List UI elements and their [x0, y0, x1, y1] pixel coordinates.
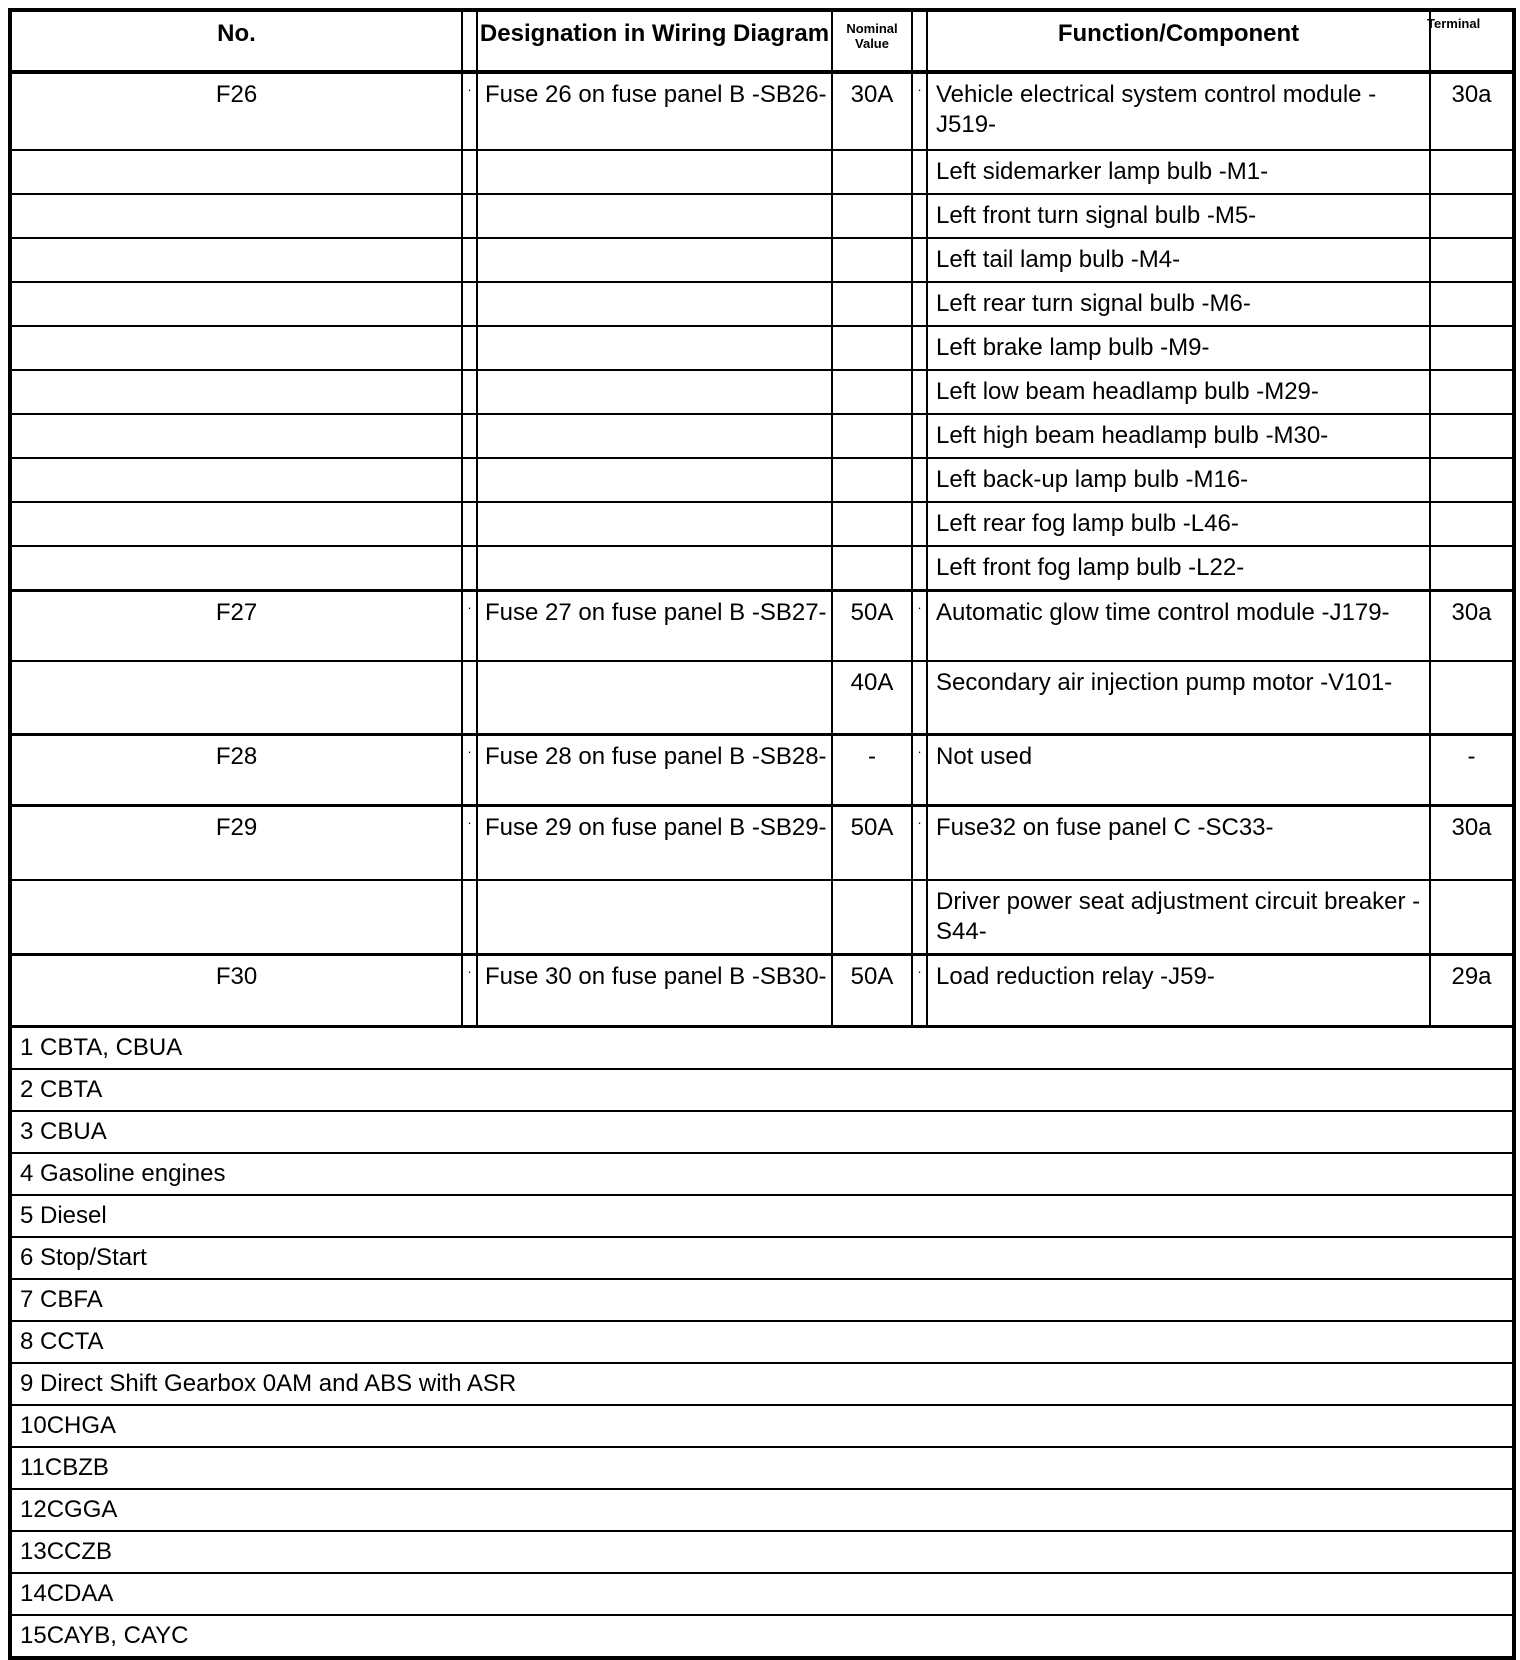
footnote-text: 1 CBTA, CBUA [10, 1026, 1514, 1069]
function-cell: Left back-up lamp bulb -M16- [927, 458, 1430, 502]
footnote-text: 6 Stop/Start [10, 1237, 1514, 1279]
fuse-row-f28 [10, 735, 1514, 806]
header-spacer-b [912, 10, 927, 72]
function-cell: Left tail lamp bulb -M4- [927, 238, 1430, 282]
designation-cell [477, 282, 832, 326]
spacer-cell [462, 546, 477, 591]
footnote-row [10, 1321, 1514, 1363]
fuse-row-f29-s44 [10, 880, 1514, 955]
spacer-cell [462, 880, 477, 955]
header-no: No. [10, 10, 462, 72]
footnote-text: 12CGGA [10, 1489, 1514, 1531]
footnote-row [10, 1405, 1514, 1447]
spacer-cell [912, 880, 927, 955]
spacer-cell [462, 458, 477, 502]
fuse-row-f27-40a [10, 661, 1514, 735]
terminal-cell [1430, 414, 1514, 458]
footnote-row [10, 1195, 1514, 1237]
spacer-cell [912, 238, 927, 282]
no-cell: F26 [10, 72, 462, 150]
no-cell [10, 414, 462, 458]
terminal-cell: 30a [1430, 806, 1514, 880]
value-cell [832, 150, 912, 194]
no-cell: F27 [10, 591, 462, 661]
value-cell: 50A [832, 806, 912, 880]
lamp-row-l22 [10, 546, 1514, 591]
terminal-cell [1430, 282, 1514, 326]
value-cell [832, 194, 912, 238]
spacer-cell [912, 661, 927, 735]
footnote-text: 7 CBFA [10, 1279, 1514, 1321]
function-cell: Left front turn signal bulb -M5- [927, 194, 1430, 238]
designation-cell: Fuse 29 on fuse panel B -SB29- [477, 806, 832, 880]
no-cell [10, 458, 462, 502]
value-cell: 40A [832, 661, 912, 735]
value-cell [832, 502, 912, 546]
spacer-cell [462, 194, 477, 238]
value-cell: - [832, 735, 912, 806]
footnote-marker: · [462, 735, 477, 806]
function-cell: Left high beam headlamp bulb -M30- [927, 414, 1430, 458]
terminal-cell: 29a [1430, 954, 1514, 1026]
footnote-text: 3 CBUA [10, 1111, 1514, 1153]
spacer-cell [462, 238, 477, 282]
footnote-text: 4 Gasoline engines [10, 1153, 1514, 1195]
spacer-cell [912, 458, 927, 502]
no-cell: F28 [10, 735, 462, 806]
value-cell [832, 414, 912, 458]
no-cell [10, 880, 462, 955]
spacer-cell [912, 414, 927, 458]
designation-cell: Fuse 26 on fuse panel B -SB26- [477, 72, 832, 150]
header-row [10, 10, 1514, 72]
footnote-row [10, 1111, 1514, 1153]
designation-cell: Fuse 27 on fuse panel B -SB27- [477, 591, 832, 661]
footnote-text: 2 CBTA [10, 1069, 1514, 1111]
no-cell: F29 [10, 806, 462, 880]
footnote-text: 8 CCTA [10, 1321, 1514, 1363]
spacer-cell [912, 150, 927, 194]
header-terminal [1427, 10, 1514, 72]
lamp-row-m29 [10, 370, 1514, 414]
footnote-text: 13CCZB [10, 1531, 1514, 1573]
header-nominal-value: Nominal Value [832, 10, 912, 72]
terminal-cell [1430, 546, 1514, 591]
no-cell [10, 661, 462, 735]
designation-cell: Fuse 30 on fuse panel B -SB30- [477, 954, 832, 1026]
footnote-row [10, 1279, 1514, 1321]
spacer-cell [462, 370, 477, 414]
no-cell [10, 326, 462, 370]
value-cell: 30A [832, 72, 912, 150]
terminal-cell [1430, 326, 1514, 370]
function-cell: Left brake lamp bulb -M9- [927, 326, 1430, 370]
spacer-cell [462, 414, 477, 458]
value-cell [832, 326, 912, 370]
footnote-marker: · [912, 591, 927, 661]
spacer-cell [912, 370, 927, 414]
footnote-row [10, 1489, 1514, 1531]
fuse-row-f27 [10, 591, 1514, 661]
spacer-cell [462, 326, 477, 370]
designation-cell [477, 502, 832, 546]
footnote-text: 9 Direct Shift Gearbox 0AM and ABS with ASR [10, 1363, 1514, 1405]
footnote-row [10, 1363, 1514, 1405]
lamp-row-m30 [10, 414, 1514, 458]
footnote-marker: · [912, 735, 927, 806]
terminal-cell [1430, 194, 1514, 238]
value-cell [832, 546, 912, 591]
footnote-row [10, 1447, 1514, 1489]
header-designation: Designation in Wiring Diagram [477, 10, 832, 72]
footnote-row [10, 1026, 1514, 1069]
designation-cell [477, 661, 832, 735]
footnote-marker: · [912, 954, 927, 1026]
function-cell: Not used [927, 735, 1430, 806]
no-cell [10, 238, 462, 282]
footnote-row [10, 1153, 1514, 1195]
spacer-cell [462, 661, 477, 735]
terminal-cell [1430, 880, 1514, 955]
lamp-row-l46 [10, 502, 1514, 546]
function-cell: Vehicle electrical system control module -J519- [927, 72, 1430, 150]
spacer-cell [462, 282, 477, 326]
footnote-text: 11CBZB [10, 1447, 1514, 1489]
designation-cell [477, 194, 832, 238]
no-cell [10, 282, 462, 326]
footnote-marker: · [462, 591, 477, 661]
function-cell: Left rear turn signal bulb -M6- [927, 282, 1430, 326]
terminal-cell: 30a [1430, 591, 1514, 661]
designation-cell [477, 546, 832, 591]
designation-cell [477, 238, 832, 282]
function-cell: Left sidemarker lamp bulb -M1- [927, 150, 1430, 194]
spacer-cell [912, 194, 927, 238]
value-cell [832, 880, 912, 955]
value-cell [832, 458, 912, 502]
fuse-row-f30 [10, 954, 1514, 1026]
spacer-cell [912, 282, 927, 326]
value-cell [832, 282, 912, 326]
no-cell [10, 370, 462, 414]
terminal-cell [1430, 370, 1514, 414]
terminal-cell [1430, 238, 1514, 282]
function-cell: Secondary air injection pump motor -V101- [927, 661, 1430, 735]
terminal-cell: - [1430, 735, 1514, 806]
designation-cell [477, 414, 832, 458]
designation-cell [477, 150, 832, 194]
lamp-row-m5 [10, 194, 1514, 238]
lamp-row-m6 [10, 282, 1514, 326]
value-cell: 50A [832, 591, 912, 661]
spacer-cell [462, 150, 477, 194]
function-cell: Left low beam headlamp bulb -M29- [927, 370, 1430, 414]
header-spacer-a [462, 10, 477, 72]
header-terminal-label: Terminal [1427, 16, 1481, 31]
designation-cell [477, 458, 832, 502]
fuse-table [8, 8, 1516, 1660]
spacer-cell [912, 326, 927, 370]
footnote-row [10, 1615, 1514, 1658]
fuse-row-f26 [10, 72, 1514, 150]
footnote-marker: · [462, 954, 477, 1026]
footnote-text: 5 Diesel [10, 1195, 1514, 1237]
footnote-text: 15CAYB, CAYC [10, 1615, 1514, 1658]
footnote-text: 10CHGA [10, 1405, 1514, 1447]
no-cell [10, 546, 462, 591]
lamp-row-m9 [10, 326, 1514, 370]
fuse-row-f29 [10, 806, 1514, 880]
terminal-cell: 30a [1430, 72, 1514, 150]
terminal-cell [1430, 661, 1514, 735]
terminal-cell [1430, 502, 1514, 546]
spacer-cell [462, 502, 477, 546]
footnote-marker: · [462, 72, 477, 150]
lamp-row-m16 [10, 458, 1514, 502]
terminal-cell [1430, 150, 1514, 194]
footnote-row [10, 1237, 1514, 1279]
value-cell: 50A [832, 954, 912, 1026]
function-cell: Load reduction relay -J59- [927, 954, 1430, 1026]
function-cell: Left rear fog lamp bulb -L46- [927, 502, 1430, 546]
function-cell: Driver power seat adjustment circuit breaker -S44- [927, 880, 1430, 955]
value-cell [832, 370, 912, 414]
no-cell: F30 [10, 954, 462, 1026]
footnote-row [10, 1531, 1514, 1573]
function-cell: Fuse32 on fuse panel C -SC33- [927, 806, 1430, 880]
function-cell: Left front fog lamp bulb -L22- [927, 546, 1430, 591]
spacer-cell [912, 546, 927, 591]
footnote-row [10, 1573, 1514, 1615]
function-cell: Automatic glow time control module -J179- [927, 591, 1430, 661]
footnote-text: 14CDAA [10, 1573, 1514, 1615]
designation-cell [477, 880, 832, 955]
spacer-cell [912, 502, 927, 546]
footnote-marker: · [462, 806, 477, 880]
lamp-row-m1 [10, 150, 1514, 194]
value-cell [832, 238, 912, 282]
footnote-marker: · [912, 72, 927, 150]
footnote-marker: · [912, 806, 927, 880]
footnote-row [10, 1069, 1514, 1111]
header-function: Function/Component [927, 10, 1430, 72]
terminal-cell [1430, 458, 1514, 502]
no-cell [10, 150, 462, 194]
no-cell [10, 194, 462, 238]
no-cell [10, 502, 462, 546]
designation-cell [477, 370, 832, 414]
designation-cell: Fuse 28 on fuse panel B -SB28- [477, 735, 832, 806]
lamp-row-m4 [10, 238, 1514, 282]
designation-cell [477, 326, 832, 370]
